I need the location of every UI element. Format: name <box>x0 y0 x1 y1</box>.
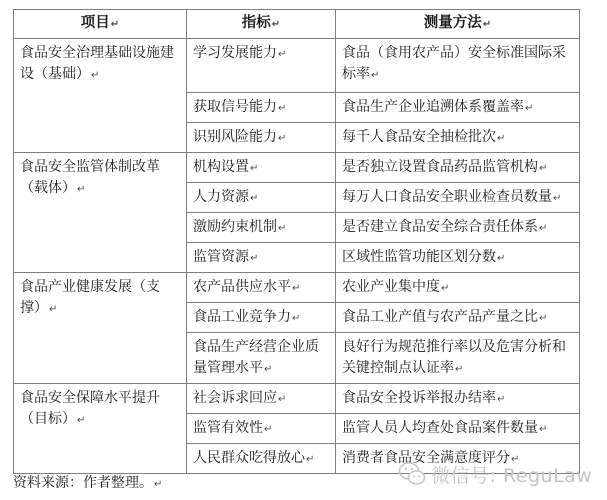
header-cell-indicator: 指标↵ <box>187 10 336 39</box>
indicator-cell: 学习发展能力↵ <box>187 39 336 93</box>
method-cell: 每万人口食品安全职业检查员数量↵ <box>336 183 580 213</box>
indicator-cell: 获取信号能力↵ <box>187 93 336 123</box>
header-cell-method: 测量方法↵ <box>336 10 580 39</box>
table-row <box>14 153 580 183</box>
category-cell: 食品安全监管体制改革（载体）↵ <box>14 153 187 273</box>
method-cell: 食品工业产值与农产品产量之比↵ <box>336 303 580 333</box>
indicator-cell: 激励约束机制↵ <box>187 213 336 243</box>
wechat-logo-icon <box>398 461 426 487</box>
method-cell: 每千人食品安全抽检批次↵ <box>336 123 580 153</box>
method-cell: 农业产业集中度↵ <box>336 273 580 303</box>
watermark-text: 微信号: ReguLaw <box>431 464 593 487</box>
method-cell: 区域性监管功能区划分数↵ <box>336 243 580 273</box>
method-cell: 食品生产企业追溯体系覆盖率↵ <box>336 93 580 123</box>
method-cell: 消费者食品安全满意度评分↵ <box>336 444 580 474</box>
table-row <box>14 273 580 303</box>
category-cell: 食品安全治理基础设施建设（基础）↵ <box>14 39 187 153</box>
method-cell: 食品（食用农产品）安全标准国际采标率↵ <box>336 39 580 93</box>
indicator-cell: 食品生产经营企业质量管理水平↵ <box>187 333 336 384</box>
indicator-cell: 识别风险能力↵ <box>187 123 336 153</box>
category-cell: 食品安全保障水平提升（目标）↵ <box>14 384 187 474</box>
source-note: 资料来源：作者整理。↵ <box>13 475 163 491</box>
method-cell: 监管人员人均查处食品案件数量↵ <box>336 414 580 444</box>
method-cell: 是否建立食品安全综合责任体系↵ <box>336 213 580 243</box>
indicator-cell: 机构设置↵ <box>187 153 336 183</box>
header-cell-item: 项目↵ <box>14 10 187 39</box>
method-cell: 良好行为规范推行率以及危害分析和关键控制点认证率↵ <box>336 333 580 384</box>
method-cell: 食品安全投诉举报办结率↵ <box>336 384 580 414</box>
indicator-cell: 食品工业竞争力↵ <box>187 303 336 333</box>
indicator-cell: 人民群众吃得放心↵ <box>187 444 336 474</box>
table-row <box>14 39 580 93</box>
category-cell: 食品产业健康发展（支撑）↵ <box>14 273 187 384</box>
indicator-cell: 监管有效性↵ <box>187 414 336 444</box>
method-cell: 是否独立设置食品药品监管机构↵ <box>336 153 580 183</box>
indicator-table <box>13 9 580 474</box>
indicator-cell: 社会诉求回应↵ <box>187 384 336 414</box>
table-header-row <box>14 10 580 39</box>
indicator-cell: 人力资源↵ <box>187 183 336 213</box>
indicator-cell: 监管资源↵ <box>187 243 336 273</box>
watermark <box>398 459 603 489</box>
table-row <box>14 384 580 414</box>
indicator-cell: 农产品供应水平↵ <box>187 273 336 303</box>
